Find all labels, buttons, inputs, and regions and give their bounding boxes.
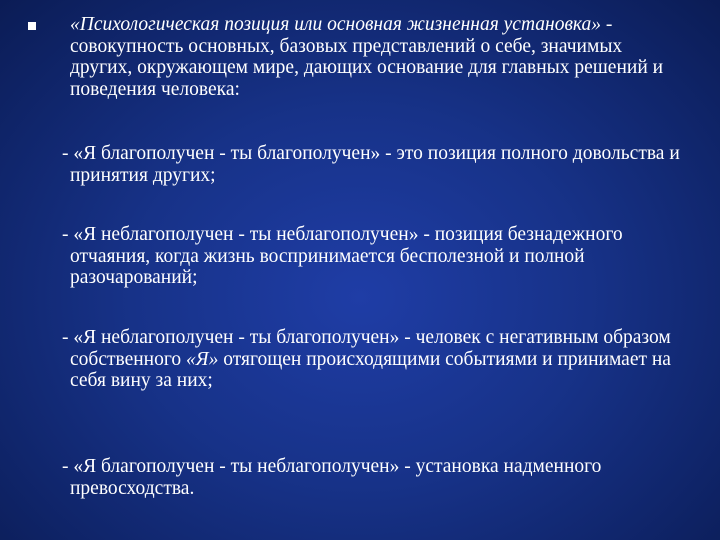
intro-term: «Психологическая позиция или основная жизненная установка»	[70, 14, 602, 35]
list-item: - «Я благополучен - ты благополучен» - это позиция полного довольства и принятия других;	[62, 143, 680, 186]
intro-definition: - совокупность основных, базовых представлений о себе, значимых других, окружающем мире, дающих основание для главных решений и поведения человека:	[70, 14, 664, 100]
square-bullet-icon	[28, 22, 36, 30]
list-item: - «Я неблагополучен - ты неблагополучен» - позиция безнадежного отчаяния, когда жизнь воспринимается бесполезной и полной разочарований;	[62, 224, 623, 288]
intro-bullet	[24, 14, 684, 100]
list-item-text-after: отягощен происходящими событиями и принимает на себя вину за них;	[70, 348, 671, 391]
list-item	[62, 327, 690, 392]
list-item: - «Я благополучен - ты неблагополучен» - установка надменного превосходства.	[62, 456, 602, 499]
list-item-emphasis: «Я»	[186, 348, 219, 370]
list-item-text-before: - «Я неблагополучен - ты благополучен» - человек с негативным образом собственного	[62, 327, 671, 370]
intro-paragraph	[70, 14, 684, 100]
